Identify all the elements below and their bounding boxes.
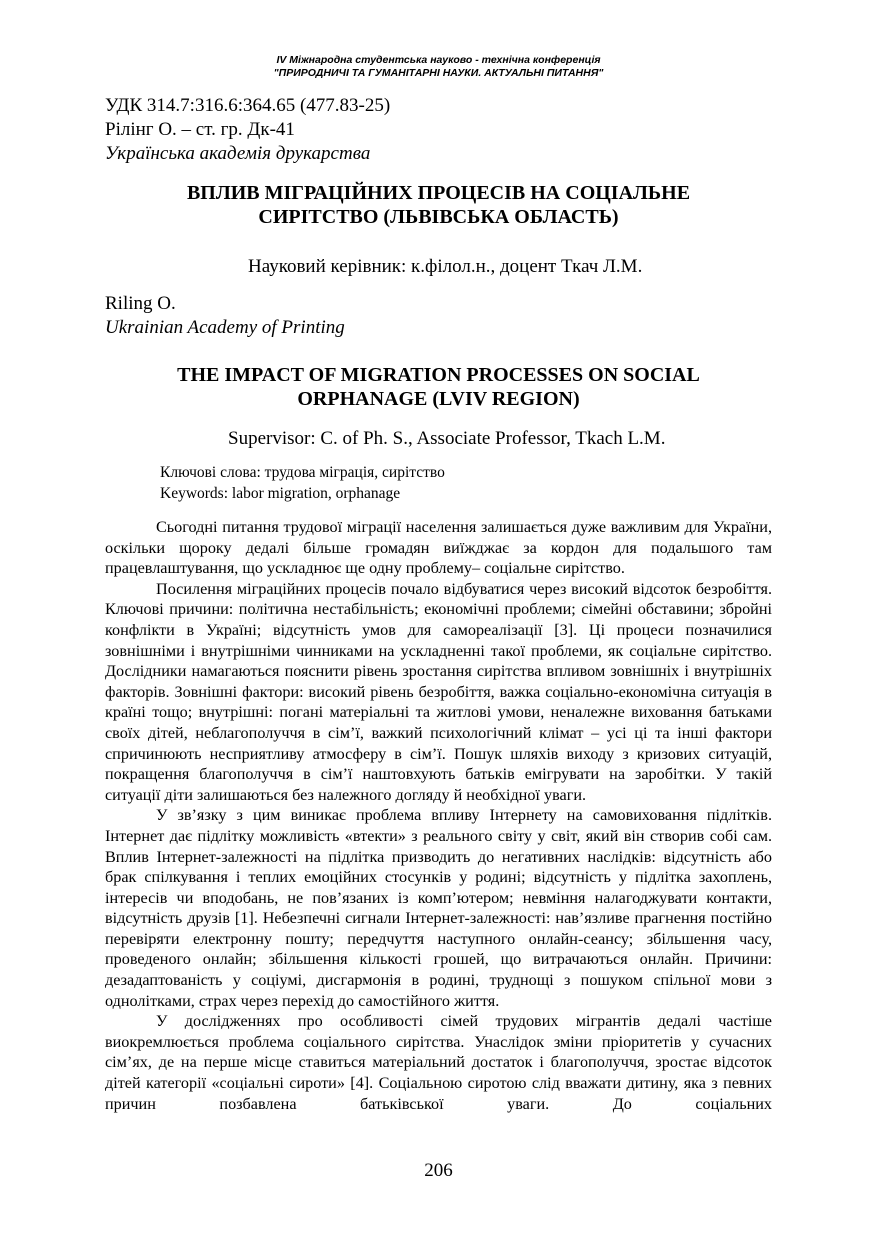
page-number: 206 xyxy=(424,1160,453,1181)
supervisor-ukr: Науковий керівник: к.філол.н., доцент Ткач Л.М. xyxy=(248,256,643,277)
body-text xyxy=(105,517,772,1114)
paragraph-1: Сьогодні питання трудової міграції населення залишається дуже важливим для України, оскільки щороку дедалі більше громадян виїжджає за кордон для подальшого там працевлаштування, що ускладнює ще одну проблему– соціальне сирітство. xyxy=(105,518,772,578)
title-ukr-line1: ВПЛИВ МІГРАЦІЙНИХ ПРОЦЕСІВ НА СОЦІАЛЬНЕ xyxy=(186,182,691,204)
paragraph-3: У зв’язку з цим виникає проблема впливу Інтернету на самовиховання підлітків. Інтернет дає підлітку можливість «втекти» з реального світу у світ, який він створив собі сам. Вплив Інтернет-залежності на підлітка призводить до негативних наслідків: відсутність або брак спілкування і теплих емоційних стосунків у родині; відсутність у підлітка захоплень, інтересів чи вподобань, не пов’язаних із комп’ютером; невміння налагоджувати контакти, відсутність друзів [1]. Небезпечні сигнали Інтернет-залежності: нав’язливе прагнення постійно перевіряти електронну пошту; передчуття наступного онлайн-сеансу; збільшення часу, проведеного онлайн; збільшення кількості грошей, що витрачаються онлайн. Причини: дезадаптованість у соціумі, дисгармонія в родині, труднощі з пошуком спільної мови з однолітками, страх через перехід до самостійного життя. xyxy=(105,806,772,1010)
paragraph-2: Посилення міграційних процесів почало відбуватися через високий відсоток безробіття. Ключові причини: політична нестабільність; економічні проблеми; сімейні обставини; збройні конфлікти в Україні; відсутність умов для самореалізації [3]. Ці процеси позначилися зовнішніми і внутрішніми чинниками на ускладненні такої проблеми, як соціальне сирітство. Дослідники намагаються пояснити рівень зростання сирітства впливом зовнішніх і внутрішніх факторів. Зовнішні фактори: високий рівень безробіття, важка соціально-економічна ситуація в країні тощо; внутрішні: погані матеріальні та житлові умови, неналежне виховання батьками своїх дітей, неблагополуччя в сім’ї, важкий психологічний клімат – усі ці та інші фактори спричинюють несприятливу атмосферу в сім’ї. Пошук шляхів виходу з кризових ситуацій, покращення благополуччя в сім’ї наштовхують батьків емігрувати на заробітки. У такій ситуації діти залишаються без належного догляду й необхідної уваги. xyxy=(105,579,772,804)
author-eng: Riling O. xyxy=(105,293,176,314)
title-eng xyxy=(100,363,777,411)
author-ukr: Рілінг О. – ст. гр. Дк-41 xyxy=(105,119,295,140)
conference-title-line1: IV Міжнародна студентська науково - технічна конференція xyxy=(276,54,601,66)
conference-title-line2: "ПРИРОДНИЧІ ТА ГУМАНІТАРНІ НАУКИ. АКТУАЛЬНІ ПИТАННЯ" xyxy=(273,67,604,79)
paragraph-4: У дослідженнях про особливості сімей трудових мігрантів дедалі частіше виокремлюється проблема соціального сирітства. Унаслідок зміни пріоритетів у сучасних сім’ях, де на перше місце ставиться матеріальний достаток і благополуччя, зростає відсоток дітей категорії «соціальні сироти» [4]. Соціальною сиротою слід вважати дитину, яка з певних причин позбавлена батьківської уваги. До соціальних xyxy=(105,1012,772,1113)
title-eng-line2: ORPHANAGE (LVIV REGION) xyxy=(297,388,580,410)
affiliation-ukr: Українська академія друкарства xyxy=(105,143,371,164)
title-eng-line1: THE IMPACT OF MIGRATION PROCESSES ON SOCIAL xyxy=(177,364,700,386)
conference-header xyxy=(0,54,877,80)
title-ukr-line2: СИРІТСТВО (ЛЬВІВСЬКА ОБЛАСТЬ) xyxy=(258,206,619,228)
supervisor-eng: Supervisor: C. of Ph. S., Associate Professor, Tkach L.M. xyxy=(228,428,666,449)
title-ukr xyxy=(100,181,777,229)
affiliation-eng: Ukrainian Academy of Printing xyxy=(105,317,345,338)
keywords-ukr: Ключові слова: трудова міграція, сирітство xyxy=(160,464,445,481)
keywords-eng: Keywords: labor migration, orphanage xyxy=(160,485,401,502)
udc-code: УДК 314.7:316.6:364.65 (477.83-25) xyxy=(105,95,391,116)
